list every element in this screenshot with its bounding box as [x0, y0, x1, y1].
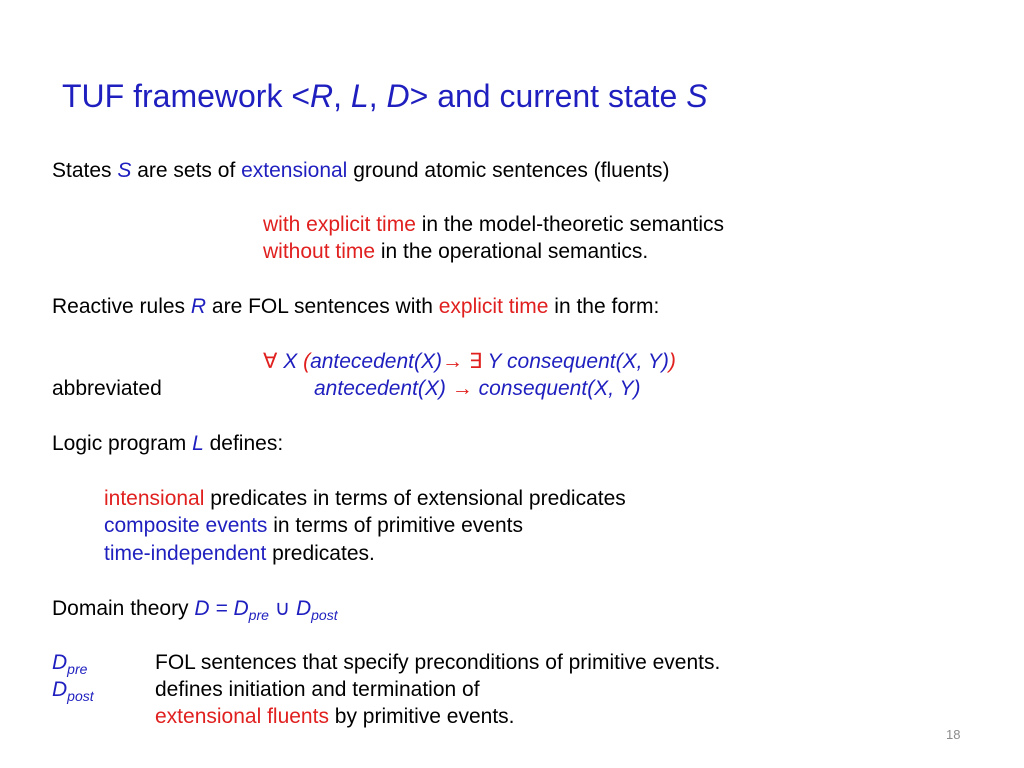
reactive-suffix: in the form:: [548, 295, 660, 318]
dpre-sub: pre: [67, 661, 88, 677]
without-time-line: [263, 241, 648, 262]
abbreviated-label: abbreviated: [52, 377, 162, 400]
logic-prefix: Logic program: [52, 432, 193, 455]
page-number: 18: [946, 727, 961, 742]
title-sep2: ,: [368, 78, 387, 114]
domain-d2: D: [295, 597, 312, 620]
abbrev-antecedent: antecedent(X): [314, 377, 446, 400]
domain-post-sub: post: [311, 607, 338, 623]
title-s: S: [686, 78, 708, 114]
forall-symbol: ∀: [263, 350, 278, 373]
reactive-r: R: [190, 295, 207, 318]
formula-arrow: →: [441, 350, 463, 373]
domain-d-eq: D = D: [194, 597, 249, 620]
formula-close-paren: ): [668, 350, 676, 373]
dpost-label: [52, 678, 94, 704]
formula-x: X: [277, 350, 304, 373]
states-rest: ground atomic sentences (fluents): [347, 159, 670, 182]
formula-antecedent: antecedent(X): [310, 350, 442, 373]
reactive-explicit-time: explicit time: [438, 295, 549, 318]
domain-line: [52, 597, 338, 623]
ext-fluents-rest: by primitive events.: [328, 705, 515, 728]
composite-events: composite events: [104, 514, 268, 537]
intensional-line: [104, 488, 626, 509]
with-time-line: [263, 214, 724, 235]
title-prefix: TUF framework <: [62, 78, 311, 114]
dpre-label: [52, 651, 88, 677]
dpre-d: D: [52, 651, 68, 674]
union-symbol: ∪: [268, 597, 296, 620]
logic-suffix: defines:: [203, 432, 284, 455]
dpre-text: FOL sentences that specify preconditions of primitive events.: [155, 651, 721, 674]
reactive-formula: [263, 351, 676, 372]
states-extensional: extensional: [241, 159, 348, 182]
without-time: without time: [263, 240, 376, 263]
title-d: D: [386, 78, 410, 114]
domain-pre-sub: pre: [248, 607, 269, 623]
intensional-rest: predicates in terms of extensional predicates: [204, 487, 626, 510]
composite-rest: in terms of primitive events: [267, 514, 524, 537]
logic-line: [52, 433, 283, 454]
abbrev-arrow: →: [445, 377, 473, 400]
exists-symbol: ∃: [462, 350, 483, 373]
formula-open-paren: (: [303, 350, 311, 373]
title-mid: > and current state: [409, 78, 687, 114]
abbrev-consequent: consequent(X, Y): [472, 377, 641, 400]
dpost-sub: post: [67, 688, 94, 704]
title-sep1: ,: [333, 78, 351, 114]
without-time-rest: in the operational semantics.: [375, 240, 649, 263]
reactive-prefix: Reactive rules: [52, 295, 191, 318]
time-independent: time-independent: [104, 542, 267, 565]
formula-consequent: Y consequent(X, Y): [482, 350, 669, 373]
abbreviated-formula: [314, 378, 640, 399]
reactive-mid: are FOL sentences with: [206, 295, 439, 318]
timeindep-rest: predicates.: [266, 542, 375, 565]
logic-l: L: [192, 432, 204, 455]
with-time-rest: in the model-theoretic semantics: [415, 213, 725, 236]
intensional: intensional: [104, 487, 205, 510]
dpost-text: defines initiation and termination of: [155, 678, 480, 701]
title-r: R: [310, 78, 334, 114]
timeindep-line: [104, 543, 375, 564]
slide-title: [62, 78, 708, 115]
extensional-fluents: extensional fluents: [155, 705, 329, 728]
domain-prefix: Domain theory: [52, 597, 195, 620]
states-line: [52, 160, 670, 181]
with-explicit-time: with explicit time: [263, 213, 416, 236]
states-word: States: [52, 159, 118, 182]
composite-line: [104, 515, 523, 536]
states-s: S: [117, 159, 132, 182]
states-are: are sets of: [131, 159, 242, 182]
ext-fluents-line: [155, 706, 515, 727]
reactive-line: [52, 296, 659, 317]
title-l: L: [350, 78, 369, 114]
dpost-d: D: [52, 678, 68, 701]
